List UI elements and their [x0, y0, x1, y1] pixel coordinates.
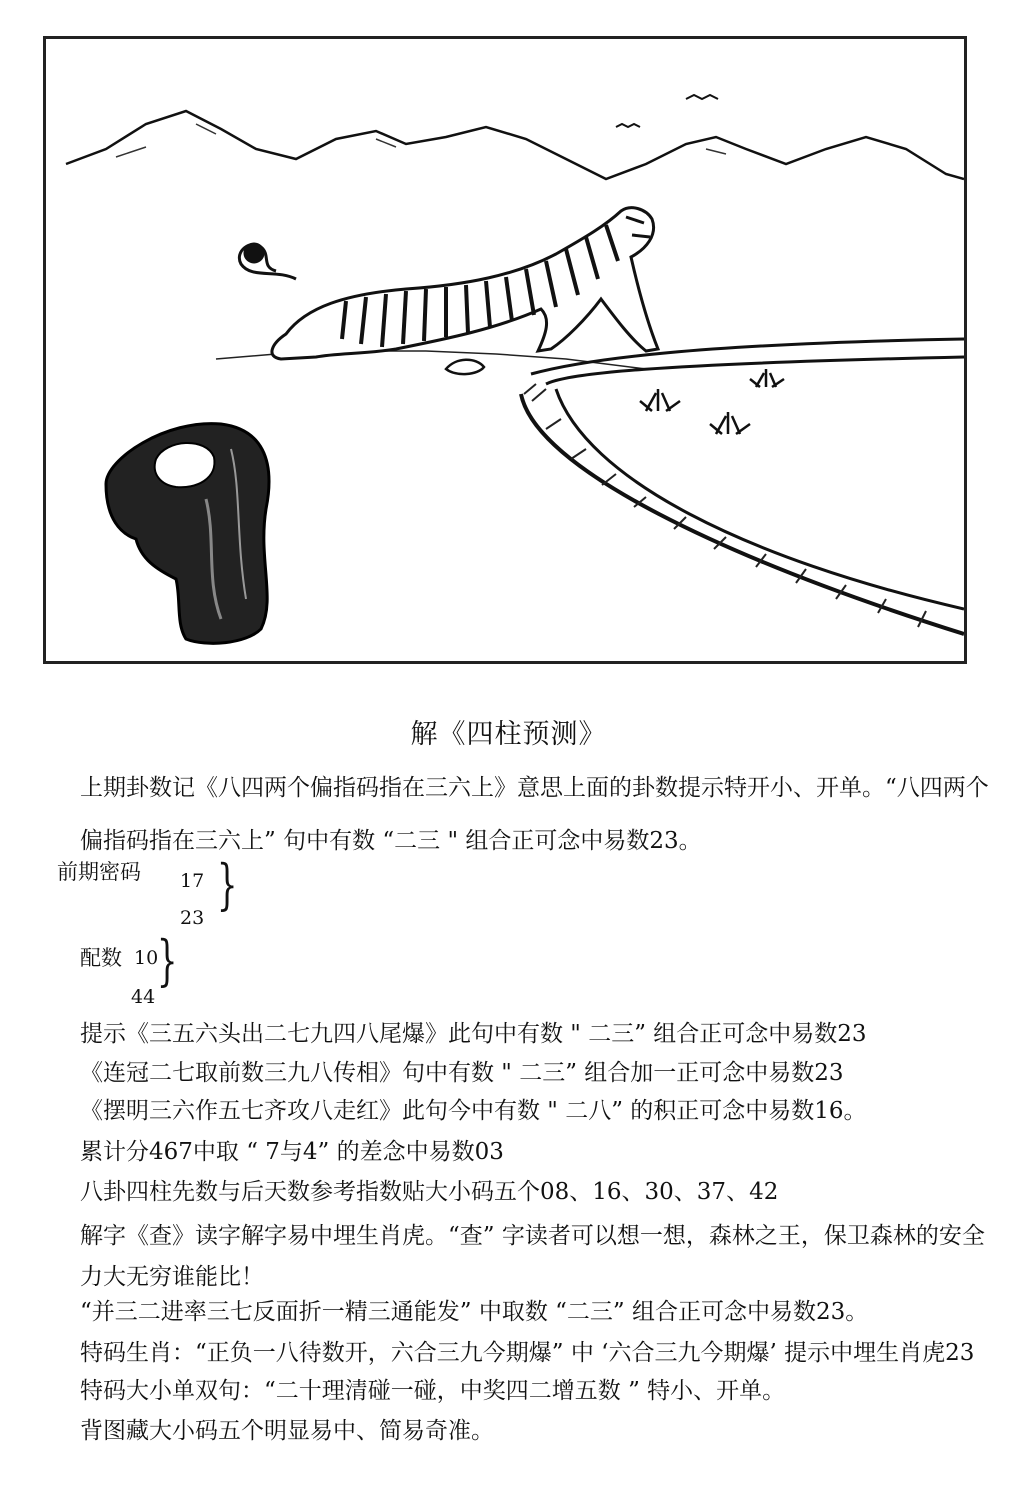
tiger	[239, 208, 658, 359]
pairing-value-2: 44	[131, 986, 156, 1008]
bird	[686, 95, 718, 99]
hint-line: “并三二进率三七反面折一精三通能发” 中取数 “二三” 组合正可念中易数23。	[80, 1299, 869, 1325]
road-edge-outer	[531, 339, 964, 374]
bird	[616, 124, 640, 127]
previous-code-value-1: 17	[180, 870, 205, 892]
small-rock	[446, 360, 484, 374]
hint-line: 《摆明三六作五七齐攻八走红》此句今中有数 " 二八” 的积正可念中易数16。	[80, 1098, 867, 1124]
hint-line: 背图藏大小码五个明显易中、简易奇准。	[80, 1418, 494, 1444]
brace-symbol: }	[216, 853, 238, 916]
hint-line: 特码生肖：“正负一八待数开，六合三九今期爆” 中 ‘六合三九今期爆’ 提示中埋生肖虎23	[80, 1340, 975, 1366]
previous-code-value-2: 23	[180, 907, 205, 929]
page-title: 解《四柱预测》	[410, 719, 607, 750]
hint-line: 《连冠二七取前数三九八传相》句中有数 " 二三” 组合加一正可念中易数23	[80, 1060, 844, 1086]
previous-code-label: 前期密码	[57, 860, 141, 884]
pairing-label: 配数	[80, 946, 122, 970]
mountain-range	[66, 111, 964, 179]
grass-tufts	[640, 369, 784, 434]
hint-line: 特码大小单双句：“二十理清碰一碰，中奖四二增五数 ” 特小、开单。	[80, 1378, 786, 1404]
tiger-landscape-illustration	[46, 39, 964, 661]
hint-line: 力大无穷谁能比！	[80, 1264, 264, 1290]
hint-line: 解字《查》读字解字易中埋生肖虎。“查” 字读者可以想一想，森林之王，保卫森林的安全	[80, 1223, 985, 1249]
hint-line: 提示《三五六头出二七九四八尾爆》此句中有数 " 二三” 组合正可念中易数23	[80, 1021, 867, 1047]
hint-line: 累计分467中取 “ 7与4” 的差念中易数03	[80, 1139, 504, 1165]
intro-line-1: 上期卦数记《八四两个偏指码指在三六上》意思上面的卦数提示特开小、开单。“八四两个	[80, 775, 989, 801]
carved-stone	[106, 424, 269, 644]
intro-line-2: 偏指码指在三六上” 句中有数 “二三 " 组合正可念中易数23。	[80, 828, 702, 854]
illustration-frame	[43, 36, 967, 664]
pairing-value-1: 10	[134, 947, 159, 969]
hint-line: 八卦四柱先数与后天数参考指数贴大小码五个08、16、30、37、42	[80, 1179, 779, 1205]
brace-symbol: }	[156, 929, 178, 992]
